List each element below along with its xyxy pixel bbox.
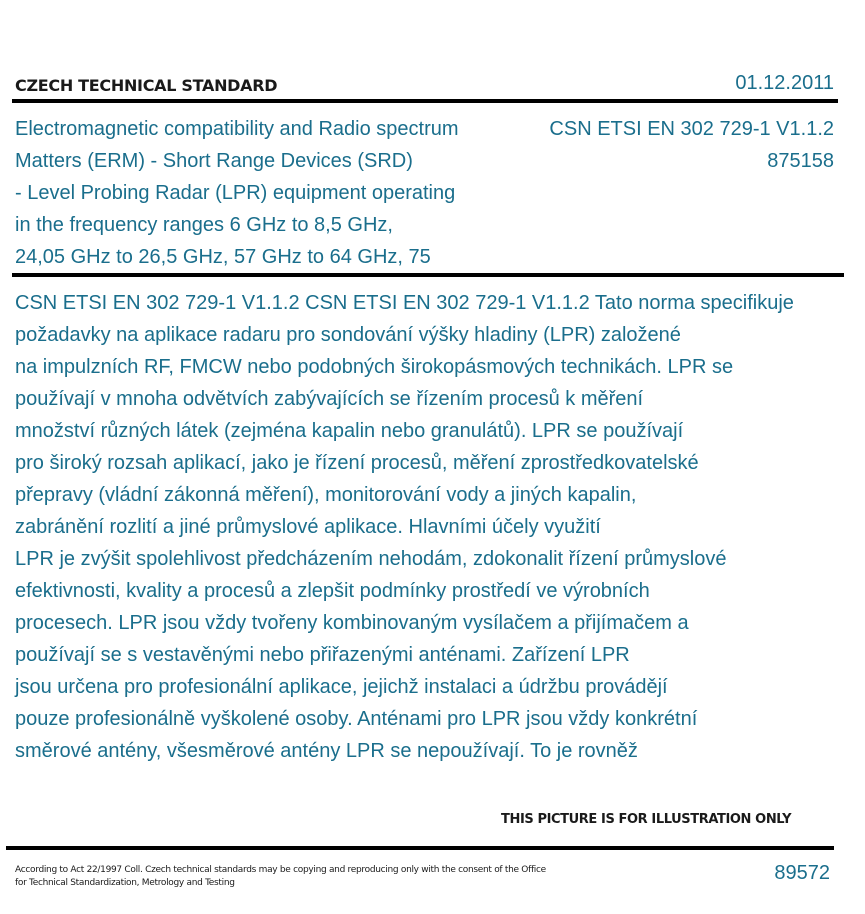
abstract-line: používají v mnoha odvětvích zabývajících se řízením procesů k měření: [15, 388, 644, 410]
header-divider: [12, 99, 838, 103]
standard-code: CSN ETSI EN 302 729-1 V1.1.2: [549, 118, 834, 140]
abstract-line: přepravy (vládní zákonná měření), monitorování vody a jiných kapalin,: [15, 484, 637, 506]
document-number: 89572: [774, 862, 830, 884]
document-type-label: CZECH TECHNICAL STANDARD: [15, 76, 278, 95]
legal-line: According to Act 22/1997 Coll. Czech technical standards may be copying and reproducing only with the consent of the Office: [15, 865, 546, 875]
abstract-line: zabránění rozlití a jiné průmyslové aplikace. Hlavními účely využití: [15, 516, 601, 538]
abstract-line: pouze profesionálně vyškolené osoby. Anténami pro LPR jsou vždy konkrétní: [15, 708, 698, 730]
title-divider: [12, 273, 844, 277]
abstract-line: pro široký rozsah aplikací, jako je řízení procesů, měření zprostředkovatelské: [15, 452, 699, 474]
catalog-number: 875158: [767, 150, 834, 172]
abstract-line: směrové antény, všesměrové antény LPR se nepoužívají. To je rovněž: [15, 740, 638, 762]
publication-date: 01.12.2011: [735, 72, 834, 94]
footer-divider: [6, 846, 834, 850]
title-line: Electromagnetic compatibility and Radio spectrum: [15, 118, 459, 140]
title-line: 24,05 GHz to 26,5 GHz, 57 GHz to 64 GHz, 75: [15, 246, 431, 268]
standard-title: [15, 113, 505, 273]
abstract-line: používají se s vestavěnými nebo přiřazenými anténami. Zařízení LPR: [15, 644, 630, 666]
abstract-line: jsou určena pro profesionální aplikace, jejichž instalaci a údržbu provádějí: [15, 676, 668, 698]
legal-notice: [15, 864, 615, 890]
title-line: Matters (ERM) - Short Range Devices (SRD): [15, 150, 413, 172]
title-line: - Level Probing Radar (LPR) equipment operating: [15, 182, 456, 204]
abstract-text: [15, 287, 865, 767]
abstract-line: efektivnosti, kvality a procesů a zlepšit podmínky prostředí ve výrobních: [15, 580, 650, 602]
abstract-line: LPR je zvýšit spolehlivost předcházením nehodám, zdokonalit řízení průmyslové: [15, 548, 727, 570]
illustration-disclaimer: THIS PICTURE IS FOR ILLUSTRATION ONLY: [501, 812, 792, 827]
abstract-line: CSN ETSI EN 302 729-1 V1.1.2 CSN ETSI EN 302 729-1 V1.1.2 Tato norma specifikuje: [15, 292, 794, 314]
abstract-line: procesech. LPR jsou vždy tvořeny kombinovaným vysílačem a přijímačem a: [15, 612, 689, 634]
abstract-line: na impulzních RF, FMCW nebo podobných širokopásmových technikách. LPR se: [15, 356, 734, 378]
title-line: in the frequency ranges 6 GHz to 8,5 GHz,: [15, 214, 393, 236]
abstract-line: požadavky na aplikace radaru pro sondování výšky hladiny (LPR) založené: [15, 324, 681, 346]
abstract-line: množství různých látek (zejména kapalin nebo granulátů). LPR se používají: [15, 420, 684, 442]
legal-line: for Technical Standardization, Metrology and Testing: [15, 878, 235, 888]
standard-identifiers: [549, 113, 834, 177]
